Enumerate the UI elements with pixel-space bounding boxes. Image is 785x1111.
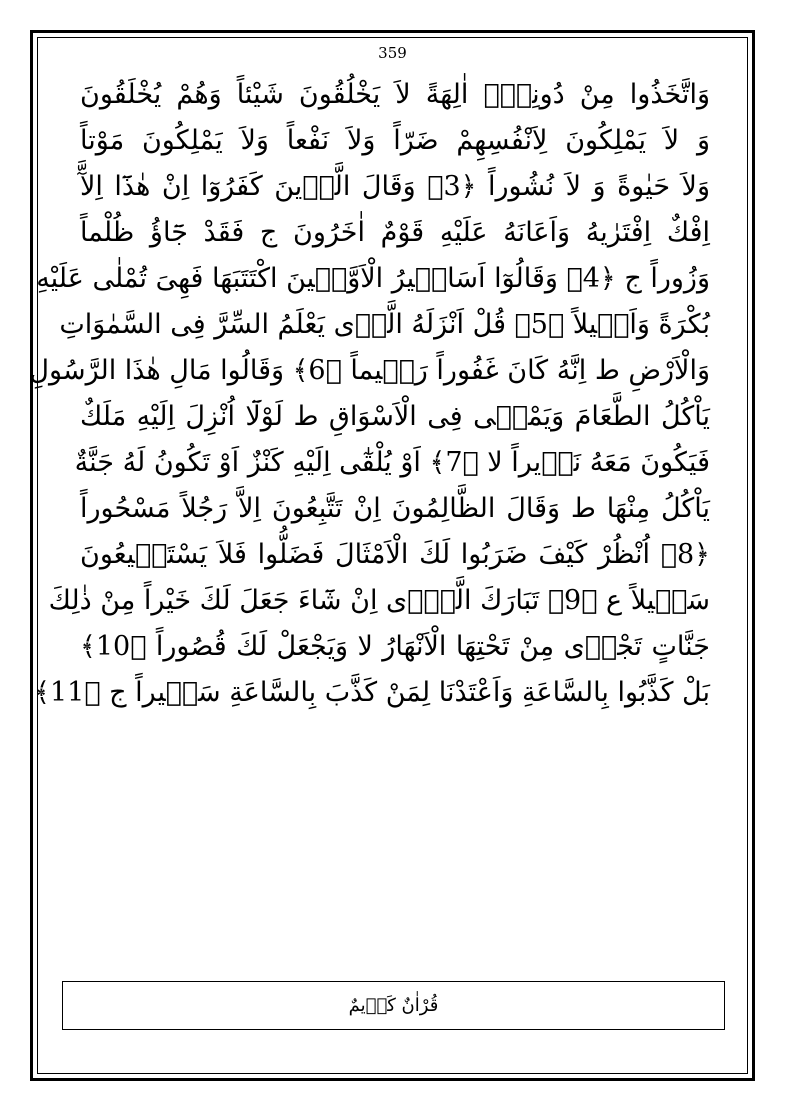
- text-line: سَب۪يلاً ع ﴿9﴾ تَبَارَكَ الَّذ۪ٓى اِنْ شَٓاءَ جَعَلَ لَكَ خَيْراً مِنْ ذٰلِكَ: [48, 585, 710, 616]
- text-line: وَالْاَرْضِ ط اِنَّهُ كَانَ غَفُوراً رَح۪يماً ﴿6﴾ وَقَالُوا مَالِ هٰذَا الرَّسُولِ: [29, 355, 710, 386]
- text-line: جَنَّاتٍ تَجْر۪ى مِنْ تَحْتِهَا الْاَنْهَارُ لا وَيَجْعَلْ لَكَ قُصُوراً ﴿10﴾: [80, 631, 710, 662]
- text-line: بَلْ كَذَّبُوا بِالسَّاعَةِ وَاَعْتَدْنَا لِمَنْ كَذَّبَ بِالسَّاعَةِ سَع۪يراً ج ﴿11﴾: [34, 677, 710, 708]
- text-line: فَيَكُونَ مَعَهُ نَذ۪يراً لا ﴿7﴾ اَوْ يُلْقٰٓى اِلَيْهِ كَنْزٌ اَوْ تَكُونُ لَهُ جَنَّةٌ: [74, 447, 710, 478]
- text-line: وَ لاَ يَمْلِكُونَ لِاَنْفُسِهِمْ ضَرّاً وَلاَ نَفْعاً وَلاَ يَمْلِكُونَ مَوْتاً: [80, 125, 710, 156]
- text-line: وَلاَ حَيٰوةً وَ لاَ نُشُوراً ﴿3﴾ وَقَالَ الَّذ۪ينَ كَفَرُوٓا اِنْ هٰذَٓا اِلآَّ: [80, 171, 710, 202]
- text-line: وَزُوراً ج ﴿4﴾ وَقَالُوٓا اَسَاط۪يرُ الْاَوَّل۪ينَ اكْتَتَبَهَا فَهِىَ تُمْلٰى عَلَيْهِ: [36, 263, 710, 294]
- page-number: 359: [378, 44, 407, 62]
- text-line: بُكْرَةً وَاَص۪يلاً ﴿5﴾ قُلْ اَنْزَلَهُ الَّذ۪ى يَعْلَمُ السِّرَّ فِى السَّمٰوَاتِ: [59, 309, 710, 340]
- text-line: يَاْكُلُ الطَّعَامَ وَيَمْش۪ى فِى الْاَسْوَاقِ ط لَوْلَٓا اُنْزِلَ اِلَيْهِ مَلَكٌ: [80, 401, 710, 432]
- footer-title: قُرْاٰنٌ كَر۪يمٌ: [348, 995, 439, 1016]
- footer-box: [62, 981, 725, 1030]
- text-line: وَاتَّخَذُوا مِنْ دُونِهٖٓ اٰلِهَةً لاَ يَخْلُقُونَ شَيْئاً وَهُمْ يُخْلَقُونَ: [80, 79, 710, 110]
- text-line: ﴿8﴾ اُنْظُرْ كَيْفَ ضَرَبُوا لَكَ الْاَمْثَالَ فَضَلُّوا فَلاَ يَسْتَط۪يعُونَ: [80, 539, 710, 570]
- quran-text-block: [29, 72, 710, 716]
- text-line: اِفْكٌ اِفْتَرٰيهُ وَاَعَانَهُ عَلَيْهِ قَوْمٌ اٰخَرُونَ ج فَقَدْ جَٓاؤُ ظُلْماً: [80, 217, 710, 248]
- text-line: يَاْكُلُ مِنْهَا ط وَقَالَ الظَّالِمُونَ اِنْ تَتَّبِعُونَ اِلاَّ رَجُلاً مَسْحُوراً: [80, 493, 710, 524]
